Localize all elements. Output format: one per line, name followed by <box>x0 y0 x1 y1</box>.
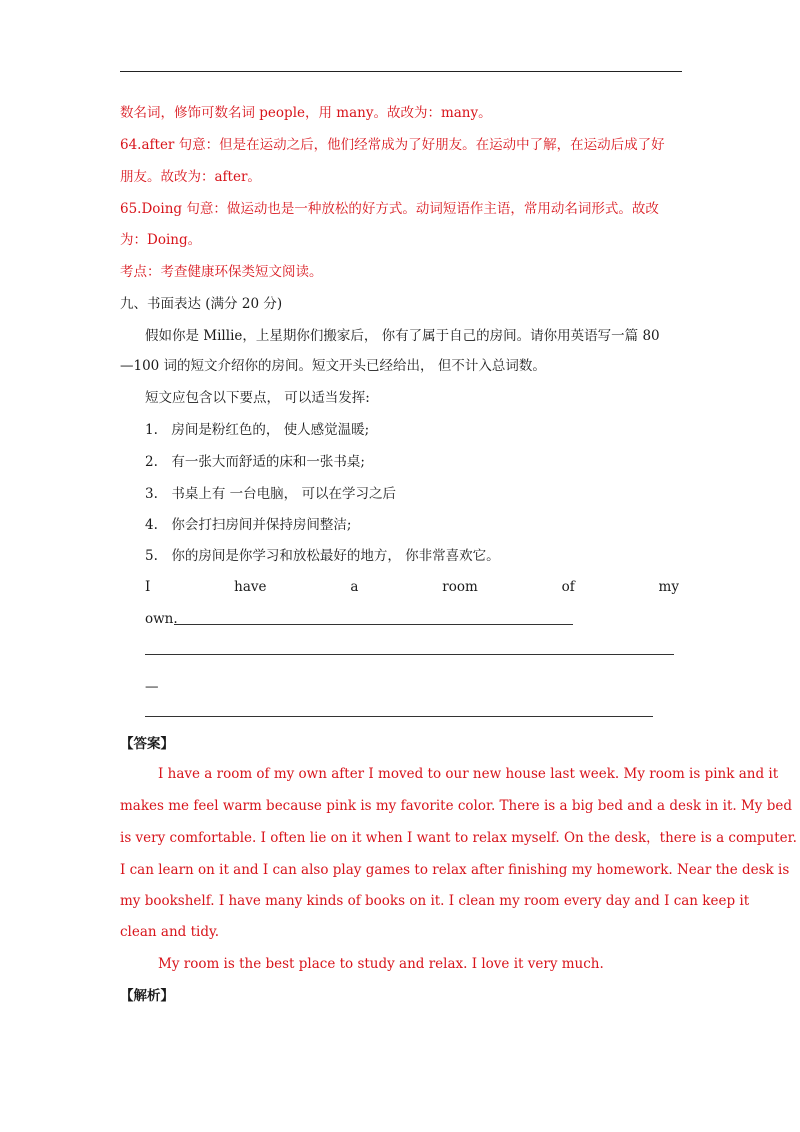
answer-line-3: is very comfortable. I often lie on it when I want to relax myself. On the desk，there is a computer. <box>120 830 797 846</box>
starter-word: have <box>234 579 267 595</box>
analysis-line-6: 考点：考查健康环保类短文阅读。 <box>120 264 323 280</box>
starter-word: a <box>350 579 359 595</box>
header-rule <box>120 71 682 72</box>
answer-line-1: I have a room of my own after I moved to our new house last week. My room is pink and it <box>158 766 779 782</box>
analysis-line-1: 数名词，修饰可数名词 people，用 many。故改为：many。 <box>120 105 492 121</box>
answer-line-2: makes me feel warm because pink is my favorite color. There is a big bed and a desk in it. My bed <box>120 798 792 814</box>
writing-blank-line-3[interactable] <box>145 716 653 717</box>
starter-word: my <box>658 579 679 595</box>
answer-line-6: clean and tidy. <box>120 924 220 940</box>
answer-label: 【答案】 <box>120 736 174 752</box>
answer-line-4: I can learn on it and I can also play games to relax after finishing my homework. Near the desk is <box>120 862 790 878</box>
explanation-label: 【解析】 <box>120 988 174 1004</box>
point-4: 4. 你会打扫房间并保持房间整洁; <box>145 517 352 533</box>
prompt-line-2: —100 词的短文介绍你的房间。短文开头已经给出， 但不计入总词数。 <box>120 358 546 374</box>
starter-word: I <box>145 579 151 595</box>
prompt-line-1: 假如你是 Millie，上星期你们搬家后， 你有了属于自己的房间。请你用英语写一篇 80 <box>145 328 660 344</box>
writing-blank-line-1[interactable] <box>174 624 573 625</box>
answer-line-5: my bookshelf. I have many kinds of books on it. I clean my room every day and I can keep it <box>120 893 750 909</box>
starter-own: own. <box>145 611 178 627</box>
point-5: 5. 你的房间是你学习和放松最好的地方， 你非常喜欢它。 <box>145 548 500 564</box>
prompt-line-3: 短文应包含以下要点， 可以适当发挥: <box>145 390 370 406</box>
point-1: 1. 房间是粉红色的， 使人感觉温暖; <box>145 422 370 438</box>
point-2: 2. 有一张大而舒适的床和一张书桌; <box>145 454 365 470</box>
analysis-line-3: 朋友。故改为：after。 <box>120 169 261 185</box>
analysis-line-4: 65.Doing 句意：做运动也是一种放松的好方式。动词短语作主语，常用动名词形式。故改 <box>120 201 659 217</box>
writing-dash: — <box>145 679 159 695</box>
point-3: 3. 书桌上有 一台电脑， 可以在学习之后 <box>145 486 396 502</box>
starter-word: of <box>561 579 575 595</box>
starter-sentence <box>145 577 679 597</box>
answer-line-7: My room is the best place to study and relax. I love it very much. <box>158 956 604 972</box>
writing-blank-line-2[interactable] <box>145 654 674 655</box>
analysis-line-2: 64.after 句意：但是在运动之后，他们经常成为了好朋友。在运动中了解，在运动后成了好 <box>120 137 665 153</box>
section-title: 九、书面表达 (满分 20 分) <box>120 296 283 312</box>
analysis-line-5: 为：Doing。 <box>120 232 202 248</box>
starter-word: room <box>442 579 478 595</box>
